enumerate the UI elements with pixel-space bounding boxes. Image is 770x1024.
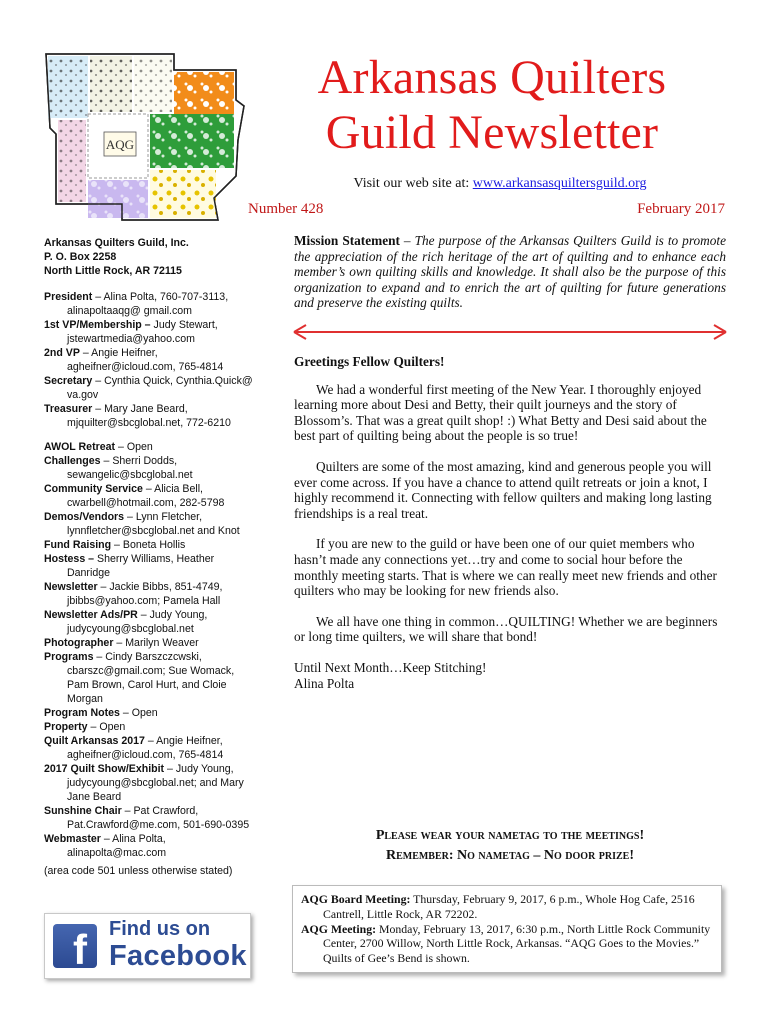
letter-paragraph: If you are new to the guild or have been one of our quiet members who hasn’t made any connections yet…try and come to social hour before the monthly meeting starts. That is where we can really meet new friends and other quilters who may be looking for new friends also. [294, 536, 717, 599]
facebook-label-line-2: Facebook [109, 940, 247, 972]
officer-contact-detail: mjquilter@sbcglobal.net, 772-6210 [67, 417, 231, 429]
officer-contact-detail: alinapoltaaqg@ gmail.com [67, 305, 192, 317]
committee-chairs-list [44, 440, 276, 860]
chair-entry: Webmaster – Alina Polta, alinapolta@mac.com [44, 832, 276, 860]
chair-contact: Marilyn Weaver [125, 637, 199, 649]
chair-contact: Judy Young, [149, 609, 208, 621]
chair-entry: Community Service – Alicia Bell, cwarbell@hotmail.com, 282-5798 [44, 482, 276, 510]
chair-contact: Judy Young, [175, 763, 234, 775]
chair-contact: Boneta Hollis [122, 539, 186, 551]
chair-role: Hostess – [44, 553, 95, 565]
chair-role: Newsletter [44, 581, 98, 593]
double-arrow-divider [292, 322, 728, 342]
letter-closing: Until Next Month…Keep Stitching! [294, 659, 487, 675]
officer-role: 1st VP/Membership – [44, 319, 151, 331]
chair-role: Community Service [44, 483, 143, 495]
chair-contact: Angie Heifner, [156, 735, 223, 747]
chair-role: 2017 Quilt Show/Exhibit [44, 763, 165, 775]
chair-contact-detail: Jane Beard [67, 791, 122, 803]
chair-entry: Program Notes – Open [44, 707, 158, 719]
chair-contact-detail: judycyoung@sbcglobal.net [67, 623, 194, 635]
letter-signature: Alina Polta [294, 675, 355, 691]
chair-role: Sunshine Chair [44, 805, 122, 817]
chair-contact: Alicia Bell, [154, 483, 203, 495]
chair-contact: Cindy Barszczcwski, [105, 651, 202, 663]
chair-role: Demos/Vendors [44, 511, 125, 523]
chair-role: Challenges [44, 455, 101, 467]
letter-paragraph: We all have one thing in common…QUILTING! Whether we are beginners or long time quilters, we will share that bond! [294, 613, 718, 645]
website-prefix: Visit our web site at: [353, 176, 473, 191]
chair-entry: Sunshine Chair – Pat Crawford, Pat.Crawford@me.com, 501-690-0395 [44, 804, 276, 832]
chair-entry: 2017 Quilt Show/Exhibit – Judy Young, judycyoung@sbcglobal.net; and Mary Jane Beard [44, 762, 276, 804]
president-letter [294, 354, 726, 691]
officer-entry: President – Alina Polta, 760-707-3113, alinapoltaaqg@ gmail.com [44, 290, 276, 318]
chair-role: Program Notes [44, 707, 120, 719]
issue-date: February 2017 [637, 201, 725, 217]
letter-greeting: Greetings Fellow Quilters! [294, 354, 445, 369]
officer-contact-detail: jstewartmedia@yahoo.com [67, 333, 195, 345]
chair-contact-detail: agheifner@icloud.com, 765-4814 [67, 749, 224, 761]
website-line [300, 176, 700, 192]
nametag-reminder [294, 826, 726, 866]
chair-entry: Fund Raising – Boneta Hollis [44, 539, 186, 551]
chair-entry: Newsletter Ads/PR – Judy Young, judycyoung@sbcglobal.net [44, 608, 276, 636]
mission-statement [294, 233, 726, 311]
mission-label: Mission Statement [294, 233, 400, 248]
chair-entry: Challenges – Sherri Dodds, sewangelic@sbcglobal.net [44, 454, 276, 482]
facebook-icon: f [53, 924, 97, 968]
chair-contact-detail: jbibbs@yahoo.com; Pamela Hall [67, 595, 221, 607]
chair-entry: Demos/Vendors – Lynn Fletcher, lynnfletcher@sbcglobal.net and Knot [44, 510, 276, 538]
officer-role: Treasurer [44, 403, 93, 415]
chair-contact: Pat Crawford, [133, 805, 199, 817]
chair-role: Webmaster [44, 833, 101, 845]
chair-contact-detail: lynnfletcher@sbcglobal.net and Knot [67, 525, 240, 537]
chair-contact: Jackie Bibbs, 851-4749, [109, 581, 223, 593]
officer-contact: Angie Heifner, [91, 347, 158, 359]
chair-entry: Quilt Arkansas 2017 – Angie Heifner, agheifner@icloud.com, 765-4814 [44, 734, 276, 762]
chair-entry: AWOL Retreat – Open [44, 441, 153, 453]
chair-contact-detail: alinapolta@mac.com [67, 847, 167, 859]
website-link[interactable]: www.arkansasquiltersguild.org [472, 176, 647, 191]
officer-role: Secretary [44, 375, 93, 387]
chair-contact: Sherry Williams, Heather [97, 553, 215, 565]
officer-contact-detail: va.gov [67, 389, 99, 401]
chair-contact-detail: cbarszc@gmail.com; Sue Womack, [67, 665, 235, 677]
address-line-2: P. O. Box 2258 [44, 251, 117, 263]
chair-contact: Lynn Fletcher, [135, 511, 203, 523]
officer-contact: Judy Stewart, [153, 319, 218, 331]
officer-contact: Mary Jane Beard, [104, 403, 188, 415]
chair-contact-detail: Pat.Crawford@me.com, 501-690-0395 [67, 819, 250, 831]
title-line-1: Arkansas Quilters [317, 51, 667, 104]
guild-meeting-notice: AQG Meeting: Monday, February 13, 2017, 6:30 p.m., North Little Rock Community Center, 2700 Willow, North Little Rock, Arkansas. “AQG Goes to the Movies.” Quilts of Gee’s Bend is shown. [301, 921, 711, 966]
officer-entry: Secretary – Cynthia Quick, Cynthia.Quick@ va.gov [44, 374, 276, 402]
chair-role: Fund Raising [44, 539, 112, 551]
nametag-line-2: Remember: No nametag – No door prize! [385, 848, 635, 863]
chair-contact-detail: Morgan [67, 693, 103, 705]
chair-contact-detail: Danridge [67, 567, 110, 579]
chair-role: Property [44, 721, 88, 733]
chair-contact: Alina Polta, [112, 833, 166, 845]
chair-role: AWOL Retreat [44, 441, 116, 453]
board-meeting-notice: AQG Board Meeting: Thursday, February 9, 2017, 6 p.m., Whole Hog Cafe, 2516 Cantrell, Little Rock, AR 72202. [301, 892, 695, 921]
officers-list [44, 290, 276, 430]
facebook-badge[interactable] [44, 913, 251, 979]
chair-contact-detail: judycyoung@sbcglobal.net; and Mary [67, 777, 244, 789]
facebook-label-line-1: Find us on [109, 918, 211, 940]
chair-entry: Photographer – Marilyn Weaver [44, 637, 199, 649]
chair-contact: Open [131, 707, 158, 719]
chair-contact-detail: cwarbell@hotmail.com, 282-5798 [67, 497, 225, 509]
chair-contact: Open [99, 721, 126, 733]
nametag-line-1: Please wear your nametag to the meetings! [375, 828, 645, 843]
logo-text: AQG [105, 137, 135, 152]
chair-contact-detail: Pam Brown, Carol Hurt, and Cloie [67, 679, 227, 691]
officer-contact: Cynthia Quick, Cynthia.Quick@ [104, 375, 253, 387]
chair-contact: Sherri Dodds, [112, 455, 178, 467]
chair-role: Photographer [44, 637, 114, 649]
chair-entry [44, 552, 276, 580]
chair-role: Quilt Arkansas 2017 [44, 735, 145, 747]
officer-role: 2nd VP [44, 347, 80, 359]
officer-entry: 2nd VP – Angie Heifner, agheifner@icloud.com, 765-4814 [44, 346, 276, 374]
officer-contact-detail: agheifner@icloud.com, 765-4814 [67, 361, 224, 373]
title-line-2: Guild Newsletter [325, 106, 659, 159]
address-line-1: Arkansas Quilters Guild, Inc. [44, 237, 189, 249]
address-line-3: North Little Rock, AR 72115 [44, 265, 182, 277]
chair-role: Programs [44, 651, 94, 663]
officer-contact: Alina Polta, 760-707-3113, [103, 291, 229, 303]
area-code-note: (area code 501 unless otherwise stated) [44, 865, 233, 877]
arkansas-quilt-map-logo [38, 48, 270, 226]
officer-role: President [44, 291, 93, 303]
officer-entry [44, 318, 276, 346]
chair-role: Newsletter Ads/PR [44, 609, 138, 621]
newsletter-title [262, 50, 722, 160]
mission-text: – The purpose of the Arkansas Quilters Guild is to promote the appreciation of the rich heritage of the art of quilting and to enhance each member’s own quilting skills and knowledge. It shall also be the purpose of this organization to expand and to enrich the art of quilting for future generations and preserve the existing quilts. [294, 233, 726, 311]
chair-entry: Newsletter – Jackie Bibbs, 851-4749, jbibbs@yahoo.com; Pamela Hall [44, 580, 276, 608]
letter-paragraph: We had a wonderful first meeting of the New Year. I thoroughly enjoyed learning more about Desi and Betty, their quilt journeys and the story of Blossom’s. That was a great quilt shop! :) What Betty and Desi said about the best part of quilting being about the people is so true! [294, 381, 707, 444]
chair-entry: Programs – Cindy Barszczcwski, cbarszc@gmail.com; Sue Womack, Pam Brown, Carol Hurt, and Cloie Morgan [44, 650, 276, 706]
meetings-box [292, 885, 722, 973]
guild-directory [44, 236, 276, 878]
chair-contact: Open [126, 441, 153, 453]
issue-number: Number 428 [248, 201, 324, 217]
chair-entry: Property – Open [44, 721, 126, 733]
letter-paragraph: Quilters are some of the most amazing, kind and generous people you will ever come across. If you have a chance to attend quilt retreats or join a knot, I highly recommend it. Connecting with fellow quilters and making long lasting friendships is a real treat. [294, 458, 712, 521]
chair-contact-detail: sewangelic@sbcglobal.net [67, 469, 193, 481]
officer-entry: Treasurer – Mary Jane Beard, mjquilter@sbcglobal.net, 772-6210 [44, 402, 276, 430]
